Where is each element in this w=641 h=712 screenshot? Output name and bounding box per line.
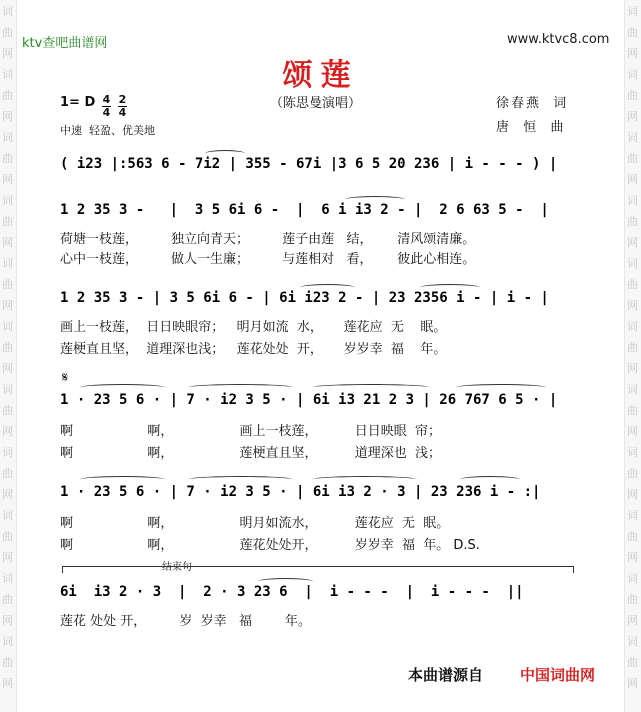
lyric-line-2-verse-1: 画上一枝莲， 日日映眼帘； 明月如流 水， 莲花应 无 眠。 — [60, 320, 447, 335]
watermark-glyph: 网 — [2, 362, 13, 375]
watermark-glyph: 网 — [2, 47, 13, 60]
source-site-link[interactable]: 中国词曲网 — [520, 666, 596, 684]
lyric-line-3-verse-2: 啊 啊， 莲梗直且坚， 道理深也 浅； — [60, 446, 441, 461]
slur — [188, 476, 293, 483]
watermark-glyph: 曲 — [627, 152, 638, 165]
watermark-glyph: 曲 — [2, 215, 13, 228]
time-signature-2: 2 4 — [118, 93, 127, 119]
site-name-left[interactable]: ktv查吧曲谱网 — [22, 36, 108, 51]
watermark-glyph: 曲 — [2, 89, 13, 102]
watermark-glyph: 词 — [2, 194, 13, 207]
slur — [80, 476, 165, 483]
score-line-2-notes: 1 2 35 3 - | 3 5 6i 6 - | 6i i23 2 - | 23 2356 i - | i - | — [60, 290, 549, 306]
watermark-glyph: 网 — [627, 173, 638, 186]
watermark-glyph: 网 — [2, 299, 13, 312]
watermark-glyph: 词 — [627, 446, 638, 459]
slur — [188, 384, 293, 391]
watermark-glyph: 网 — [627, 110, 638, 123]
right-watermark-strip — [624, 0, 641, 712]
watermark-glyph: 网 — [2, 425, 13, 438]
watermark-glyph: 网 — [627, 677, 638, 690]
source-label: 本曲谱源自 — [408, 666, 484, 684]
song-title: 颂莲 — [282, 58, 359, 93]
watermark-glyph: 词 — [627, 572, 638, 585]
watermark-glyph: 网 — [2, 551, 13, 564]
watermark-glyph: 网 — [2, 677, 13, 690]
watermark-glyph: 曲 — [627, 593, 638, 606]
tempo-marking: 中速 轻盈、优美地 — [60, 124, 155, 137]
watermark-glyph: 网 — [2, 173, 13, 186]
watermark-glyph: 曲 — [627, 341, 638, 354]
watermark-glyph: 词 — [627, 257, 638, 270]
slur — [345, 196, 405, 203]
lyricist-credit: 徐春燕 词 — [496, 96, 569, 111]
watermark-glyph: 曲 — [627, 89, 638, 102]
slur — [460, 476, 520, 483]
watermark-glyph: 网 — [2, 110, 13, 123]
watermark-glyph: 网 — [627, 551, 638, 564]
lyric-line-2-verse-2: 莲梗直且坚， 道理深也浅； 莲花处处 开， 岁岁幸 福 年。 — [60, 342, 447, 357]
watermark-glyph: 曲 — [627, 215, 638, 228]
watermark-glyph: 曲 — [627, 656, 638, 669]
score-line-4-notes: 1 · 23 5 6 · | 7 · i2 3 5 · | 6i i3 2 · 3 | 23 236 i - :| — [60, 484, 541, 500]
coda-label: 结束句 — [162, 562, 192, 573]
slur — [456, 384, 546, 391]
watermark-glyph: 曲 — [627, 467, 638, 480]
watermark-glyph: 词 — [2, 509, 13, 522]
watermark-glyph: 曲 — [2, 467, 13, 480]
watermark-glyph: 曲 — [2, 152, 13, 165]
watermark-glyph: 曲 — [627, 404, 638, 417]
watermark-glyph: 网 — [627, 614, 638, 627]
watermark-glyph: 词 — [627, 194, 638, 207]
watermark-glyph: 曲 — [2, 656, 13, 669]
lyric-line-4-verse-1: 啊 啊， 明月如流水， 莲花应 无 眠。 — [60, 516, 450, 531]
watermark-glyph: 网 — [627, 47, 638, 60]
lyric-line-1-verse-1: 荷塘一枝莲， 独立向青天； 莲子由莲 结， 清风颂清廉。 — [60, 232, 476, 247]
watermark-glyph: 网 — [627, 299, 638, 312]
watermark-glyph: 曲 — [627, 278, 638, 291]
time-signature-1: 4 4 — [102, 93, 111, 119]
watermark-glyph: 词 — [627, 68, 638, 81]
watermark-glyph: 曲 — [2, 404, 13, 417]
watermark-glyph: 曲 — [627, 530, 638, 543]
watermark-glyph: 曲 — [2, 593, 13, 606]
watermark-glyph: 网 — [627, 236, 638, 249]
score-line-3-notes: 1 · 23 5 6 · | 7 · i2 3 5 · | 6i i3 21 2 3 | 26 767 6 5 · | — [60, 392, 558, 408]
watermark-glyph: 词 — [2, 131, 13, 144]
slur — [312, 476, 417, 483]
slur — [312, 384, 430, 391]
watermark-glyph: 词 — [627, 320, 638, 333]
watermark-glyph: 曲 — [627, 26, 638, 39]
coda-bracket — [62, 566, 574, 573]
watermark-glyph: 词 — [2, 68, 13, 81]
watermark-glyph: 词 — [2, 5, 13, 18]
watermark-glyph: 词 — [627, 383, 638, 396]
watermark-glyph: 词 — [627, 131, 638, 144]
left-watermark-strip — [0, 0, 17, 712]
watermark-glyph: 词 — [2, 383, 13, 396]
watermark-glyph: 曲 — [2, 530, 13, 543]
lyric-line-4-verse-2: 啊 啊， 莲花处处开， 岁岁幸 福 年。 D.S. — [60, 538, 480, 553]
watermark-glyph: 词 — [627, 635, 638, 648]
singer-credit: （陈思曼演唱） — [270, 96, 362, 111]
watermark-glyph: 网 — [2, 488, 13, 501]
segno-sign: 𝄋 — [62, 370, 69, 386]
lyric-line-1-verse-2: 心中一枝莲， 做人一生廉； 与莲相对 看， 彼此心相连。 — [60, 252, 476, 267]
watermark-glyph: 词 — [627, 509, 638, 522]
watermark-glyph: 曲 — [2, 278, 13, 291]
watermark-glyph: 词 — [2, 635, 13, 648]
watermark-glyph: 词 — [2, 320, 13, 333]
slur — [420, 284, 480, 291]
lyric-line-5: 莲花 处处 开， 岁 岁幸 福 年。 — [60, 614, 312, 629]
watermark-glyph: 词 — [2, 257, 13, 270]
watermark-glyph: 网 — [627, 362, 638, 375]
watermark-glyph: 网 — [627, 488, 638, 501]
slur — [205, 150, 245, 157]
watermark-glyph: 网 — [627, 425, 638, 438]
score-line-intro: ( i23 |:563 6 - 7i2 | 355 - 67i |3 6 5 20 236 | i - - - ) | — [60, 156, 558, 172]
key-signature: 1= D — [60, 95, 96, 110]
slur — [80, 384, 165, 391]
watermark-glyph: 网 — [2, 614, 13, 627]
lyric-line-3-verse-1: 啊 啊， 画上一枝莲， 日日映眼 帘； — [60, 424, 441, 439]
watermark-glyph: 词 — [2, 572, 13, 585]
score-line-1-notes: 1 2 35 3 - | 3 5 6i 6 - | 6 i i3 2 - | 2 6 63 5 - | — [60, 202, 549, 218]
slur — [258, 578, 313, 585]
composer-credit: 唐 恒 曲 — [496, 120, 566, 135]
watermark-glyph: 网 — [2, 236, 13, 249]
slur — [300, 284, 355, 291]
watermark-glyph: 曲 — [2, 26, 13, 39]
watermark-glyph: 词 — [2, 446, 13, 459]
score-line-5-notes: 6i i3 2 · 3 | 2 · 3 23 6 | i - - - | i - - - || — [60, 584, 524, 600]
watermark-glyph: 词 — [627, 5, 638, 18]
watermark-glyph: 曲 — [2, 341, 13, 354]
site-url-right[interactable]: www.ktvc8.com — [507, 32, 610, 47]
